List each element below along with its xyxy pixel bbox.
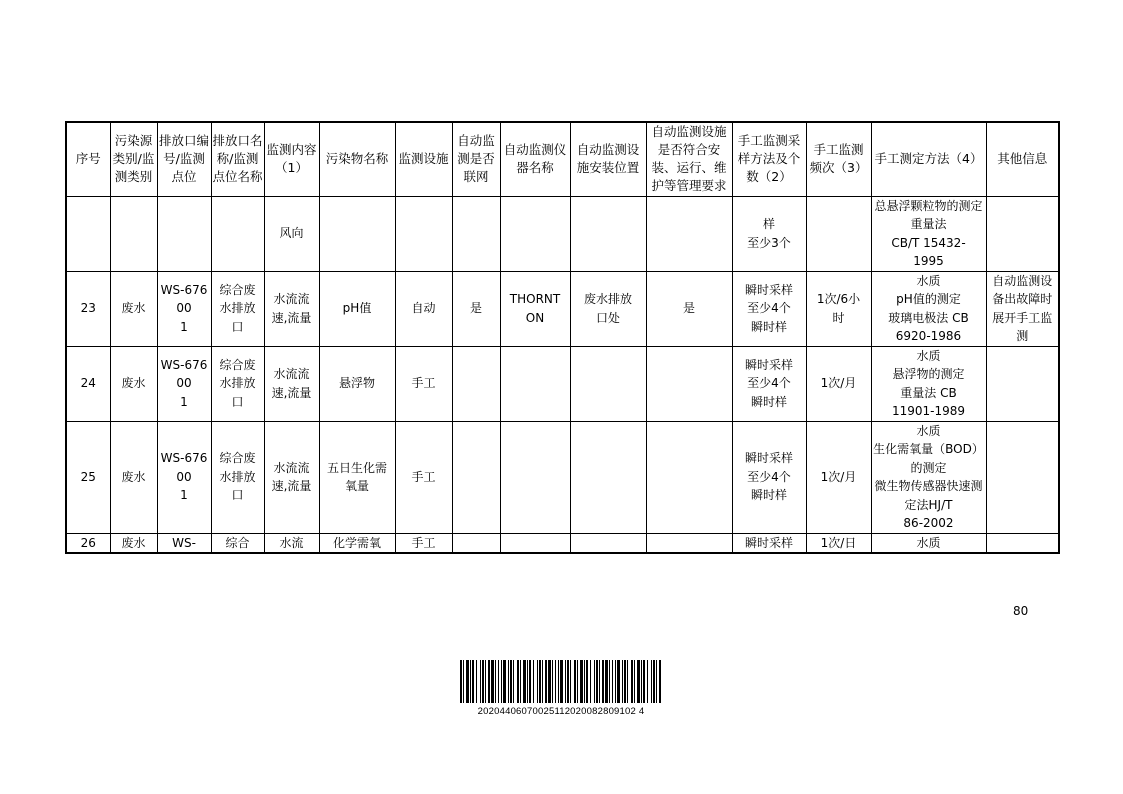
barcode-bar (584, 660, 585, 703)
barcode-bar (624, 660, 626, 703)
test-method-cell: 水质 生化需氧量（BOD）的测定 微生物传感器快速测定法HJ/T 86-2002 (871, 421, 986, 533)
barcode-bar (560, 660, 563, 703)
barcode-bar (537, 660, 538, 703)
outlet-name-cell: 综合废水排放口 (211, 421, 264, 533)
category-cell: 废水 (110, 271, 157, 346)
barcode-icon (460, 660, 662, 703)
barcode-bar (570, 660, 571, 703)
instrument-cell (500, 533, 570, 553)
frequency-cell: 1次/日 (806, 533, 871, 553)
networked-cell (452, 421, 500, 533)
row-number-cell: 23 (66, 271, 110, 346)
install-location-cell (570, 421, 646, 533)
facility-cell: 自动 (395, 271, 452, 346)
barcode-bar (594, 660, 595, 703)
barcode-bar (643, 660, 645, 703)
barcode-bar (472, 660, 474, 703)
barcode-bar (545, 660, 547, 703)
monitoring-content-cell: 水流流速,流量 (264, 421, 319, 533)
header-cell: 监测内容（1） (264, 122, 319, 196)
monitoring-table (65, 121, 1060, 554)
category-cell: 废水 (110, 346, 157, 421)
pollutant-cell: 化学需氧 (319, 533, 395, 553)
barcode-bar (482, 660, 484, 703)
barcode-bar (574, 660, 576, 703)
compliance-cell (646, 346, 732, 421)
table-cell (110, 196, 157, 271)
barcode-bar (631, 660, 633, 703)
barcode-bar (463, 660, 464, 703)
other-info-cell (986, 346, 1059, 421)
header-cell: 自动监测设施安装位置 (570, 122, 646, 196)
monitoring-content-cell: 水流流速,流量 (264, 271, 319, 346)
networked-cell (452, 533, 500, 553)
outlet-code-cell: WS-67600 1 (157, 421, 211, 533)
test-method-cell: 水质 (871, 533, 986, 553)
header-cell: 手工监测频次（3） (806, 122, 871, 196)
table-header-row (66, 122, 1059, 196)
barcode-bar (647, 660, 648, 703)
header-cell: 手工测定方法（4） (871, 122, 986, 196)
pollutant-cell: 五日生化需氧量 (319, 421, 395, 533)
table-cell (986, 196, 1059, 271)
header-cell: 自动监测设施是否符合安装、运行、维护等管理要求 (646, 122, 732, 196)
frequency-cell: 1次/月 (806, 421, 871, 533)
sampling-method-cell: 样 至少3个 (732, 196, 806, 271)
table-cell (646, 196, 732, 271)
page-number: 80 (1013, 604, 1029, 618)
monitoring-content-cell: 水流流速,流量 (264, 346, 319, 421)
header-cell: 监测设施 (395, 122, 452, 196)
monitoring-content-cell: 水流 (264, 533, 319, 553)
barcode-bar (586, 660, 588, 703)
barcode-bar (602, 660, 604, 703)
facility-cell: 手工 (395, 421, 452, 533)
table-cell (66, 196, 110, 271)
barcode-bar (527, 660, 528, 703)
barcode-bar (476, 660, 477, 703)
barcode-bar (656, 660, 657, 703)
barcode-bar (612, 660, 613, 703)
barcode-bar (605, 660, 608, 703)
barcode-bar (485, 660, 486, 703)
other-info-cell (986, 533, 1059, 553)
networked-cell (452, 346, 500, 421)
barcode-bar (517, 660, 519, 703)
table-row (66, 533, 1059, 553)
barcode-bar (513, 660, 514, 703)
barcode-bar (637, 660, 640, 703)
header-cell: 序号 (66, 122, 110, 196)
barcode-bar (641, 660, 642, 703)
barcode-bar (491, 660, 494, 703)
table-cell (500, 196, 570, 271)
barcode-bar (495, 660, 496, 703)
outlet-code-cell: WS-67600 1 (157, 271, 211, 346)
frequency-cell: 1次/月 (806, 346, 871, 421)
outlet-name-cell: 综合废水排放口 (211, 346, 264, 421)
barcode-bar (508, 660, 509, 703)
install-location-cell (570, 346, 646, 421)
table-row (66, 421, 1059, 533)
test-method-cell: 总悬浮颗粒物的测定 重量法 CB/T 15432- 1995 (871, 196, 986, 271)
barcode-bar (659, 660, 661, 703)
header-cell: 其他信息 (986, 122, 1059, 196)
barcode-bar (596, 660, 598, 703)
test-method-cell: 水质 pH值的测定 玻璃电极法 CB 6920-1986 (871, 271, 986, 346)
facility-cell: 手工 (395, 533, 452, 553)
table-cell (319, 196, 395, 271)
barcode-bar (590, 660, 591, 703)
barcode-bar (503, 660, 506, 703)
sampling-method-cell: 瞬时采样 至少4个 瞬时样 (732, 421, 806, 533)
table-cell (806, 196, 871, 271)
barcode-bar (617, 660, 620, 703)
sampling-method-cell: 瞬时采样 (732, 533, 806, 553)
barcode-bar (580, 660, 583, 703)
compliance-cell: 是 (646, 271, 732, 346)
table-row-continued (66, 196, 1059, 271)
barcode-bar (498, 660, 499, 703)
barcode-bar (565, 660, 566, 703)
barcode-bar (552, 660, 553, 703)
header-cell: 排放口名称/监测点位名称 (211, 122, 264, 196)
sampling-method-cell: 瞬时采样 至少4个 瞬时样 (732, 346, 806, 421)
table-cell (211, 196, 264, 271)
monitoring-table-container (65, 121, 1058, 554)
sampling-method-cell: 瞬时采样 至少4个 瞬时样 (732, 271, 806, 346)
category-cell: 废水 (110, 533, 157, 553)
barcode-bar (615, 660, 616, 703)
outlet-code-cell: WS-67600 1 (157, 346, 211, 421)
barcode-bar (529, 660, 531, 703)
facility-cell: 手工 (395, 346, 452, 421)
header-cell: 手工监测采样方法及个数（2） (732, 122, 806, 196)
barcode-bar (533, 660, 534, 703)
header-cell: 污染源类别/监测类别 (110, 122, 157, 196)
barcode-bar (577, 660, 578, 703)
barcode-bar (555, 660, 556, 703)
pollutant-cell: 悬浮物 (319, 346, 395, 421)
barcode-bar (510, 660, 512, 703)
barcode-bar (466, 660, 469, 703)
barcode-bar (651, 660, 652, 703)
instrument-cell (500, 421, 570, 533)
header-cell: 排放口编号/监测点位 (157, 122, 211, 196)
other-info-cell: 自动监测设备出故障时展开手工监测 (986, 271, 1059, 346)
pollutant-cell: pH值 (319, 271, 395, 346)
header-cell: 污染物名称 (319, 122, 395, 196)
barcode-bar (548, 660, 551, 703)
frequency-cell: 1次/6小时 (806, 271, 871, 346)
barcode-bar (627, 660, 628, 703)
barcode-bar (488, 660, 490, 703)
barcode-number: 20204406070025112020082809102 4 (477, 706, 645, 717)
table-row (66, 346, 1059, 421)
barcode-bar (653, 660, 655, 703)
barcode-bar (599, 660, 600, 703)
barcode-bar (542, 660, 543, 703)
table-cell (395, 196, 452, 271)
barcode-bar (539, 660, 541, 703)
barcode-bar (523, 660, 526, 703)
other-info-cell (986, 421, 1059, 533)
barcode-bar (634, 660, 635, 703)
instrument-cell: THORNTON (500, 271, 570, 346)
compliance-cell (646, 533, 732, 553)
test-method-cell: 水质 悬浮物的测定 重量法 CB 11901-1989 (871, 346, 986, 421)
barcode-bar (520, 660, 521, 703)
barcode-bar (609, 660, 610, 703)
outlet-name-cell: 综合 (211, 533, 264, 553)
outlet-name-cell: 综合废水排放口 (211, 271, 264, 346)
category-cell: 废水 (110, 421, 157, 533)
compliance-cell (646, 421, 732, 533)
row-number-cell: 24 (66, 346, 110, 421)
monitoring-content-cell: 风向 (264, 196, 319, 271)
table-cell (452, 196, 500, 271)
barcode-bar (622, 660, 623, 703)
install-location-cell (570, 533, 646, 553)
row-number-cell: 26 (66, 533, 110, 553)
header-cell: 自动监测仪器名称 (500, 122, 570, 196)
row-number-cell: 25 (66, 421, 110, 533)
barcode-bar (501, 660, 502, 703)
barcode-bar (480, 660, 481, 703)
table-cell (157, 196, 211, 271)
barcode-bar (558, 660, 559, 703)
table-row (66, 271, 1059, 346)
barcode-bar (567, 660, 569, 703)
outlet-code-cell: WS- (157, 533, 211, 553)
instrument-cell (500, 346, 570, 421)
barcode-bar (460, 660, 462, 703)
table-cell (570, 196, 646, 271)
barcode-bar (470, 660, 471, 703)
install-location-cell: 废水排放口处 (570, 271, 646, 346)
networked-cell: 是 (452, 271, 500, 346)
header-cell: 自动监测是否联网 (452, 122, 500, 196)
